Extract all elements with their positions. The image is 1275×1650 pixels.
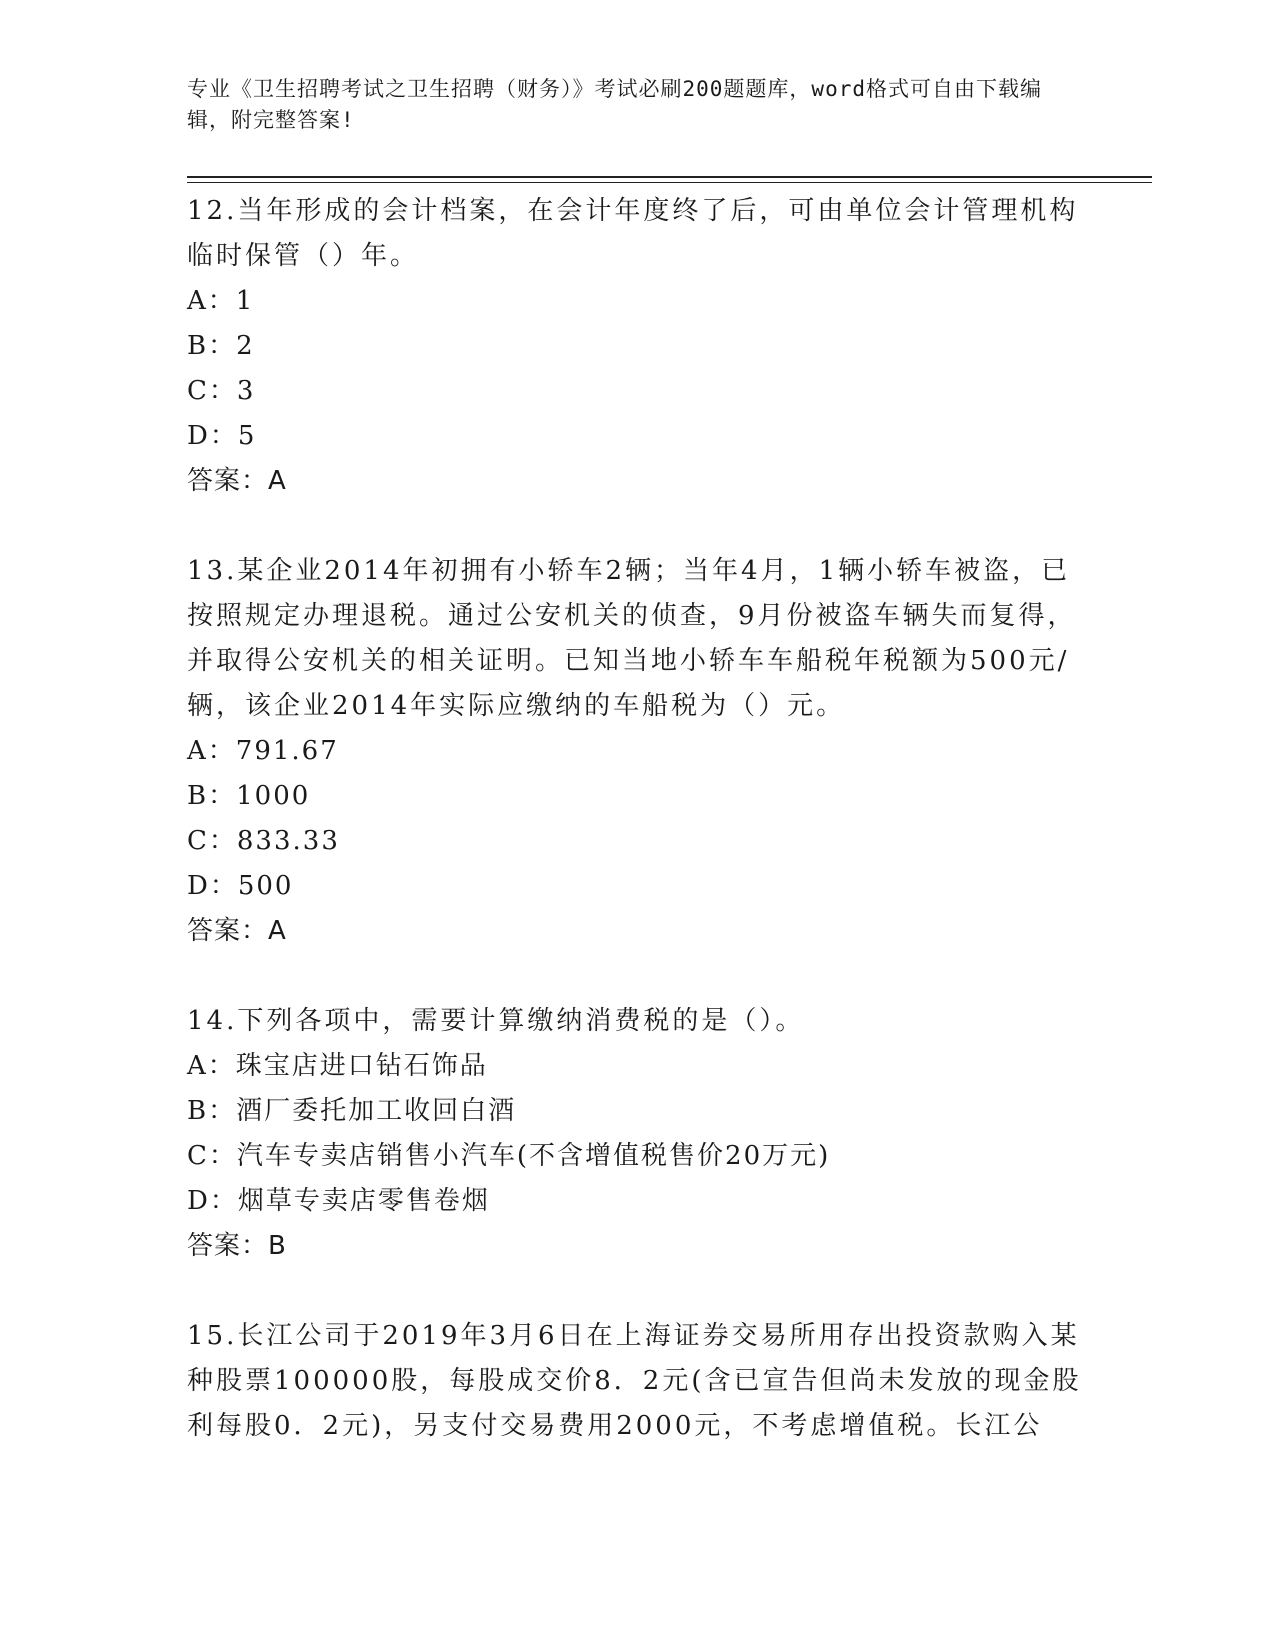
question-stem: 14.下列各项中，需要计算缴纳消费税的是（）。 xyxy=(187,1006,805,1036)
question-gap xyxy=(187,1269,1087,1314)
option-d: D：5 xyxy=(187,421,257,451)
option-c: C：汽车专卖店销售小汽车(不含增值税售价20万元) xyxy=(187,1141,831,1171)
answer-line: 答案：B xyxy=(187,1231,287,1261)
option-c: C：3 xyxy=(187,376,256,406)
question-stem: 15.长江公司于2019年3月6日在上海证券交易所用存出投资款购入某种股票100000股，每股成交价8．2元(含已宣告但尚未发放的现金股利每股0．2元)，另支付交易费用2000元，不考虑增值税。长江公 xyxy=(187,1321,1082,1441)
question-list xyxy=(187,189,1087,1449)
option-a: A：791.67 xyxy=(187,736,339,766)
header-divider-thick xyxy=(187,176,1152,178)
header-divider-thin xyxy=(187,182,1152,183)
question-stem: 13.某企业2014年初拥有小轿车2辆；当年4月，1辆小轿车被盗，已按照规定办理退税。通过公安机关的侦查，9月份被盗车辆失而复得，并取得公安机关的相关证明。已知当地小轿车车船税年税额为500元/辆，该企业2014年实际应缴纳的车船税为（）元。 xyxy=(187,556,1077,721)
option-b: B：2 xyxy=(187,331,255,361)
answer-line: 答案：A xyxy=(187,466,287,496)
question-gap xyxy=(187,954,1087,999)
question-gap xyxy=(187,504,1087,549)
question-14 xyxy=(187,999,1087,1269)
document-header: 专业《卫生招聘考试之卫生招聘（财务）》考试必刷200题题库，word格式可自由下载编辑，附完整答案! xyxy=(187,77,1042,132)
option-b: B：1000 xyxy=(187,781,311,811)
option-a: A：珠宝店进口钻石饰品 xyxy=(187,1051,488,1081)
option-b: B：酒厂委托加工收回白酒 xyxy=(187,1096,517,1126)
option-c: C：833.33 xyxy=(187,826,340,856)
answer-line: 答案：A xyxy=(187,916,287,946)
option-a: A：1 xyxy=(187,286,255,316)
option-d: D：500 xyxy=(187,871,294,901)
question-12 xyxy=(187,189,1087,504)
question-stem: 12.当年形成的会计档案，在会计年度终了后，可由单位会计管理机构临时保管（）年。 xyxy=(187,196,1079,271)
option-d: D：烟草专卖店零售卷烟 xyxy=(187,1186,490,1216)
question-13 xyxy=(187,549,1087,954)
question-15 xyxy=(187,1314,1087,1449)
